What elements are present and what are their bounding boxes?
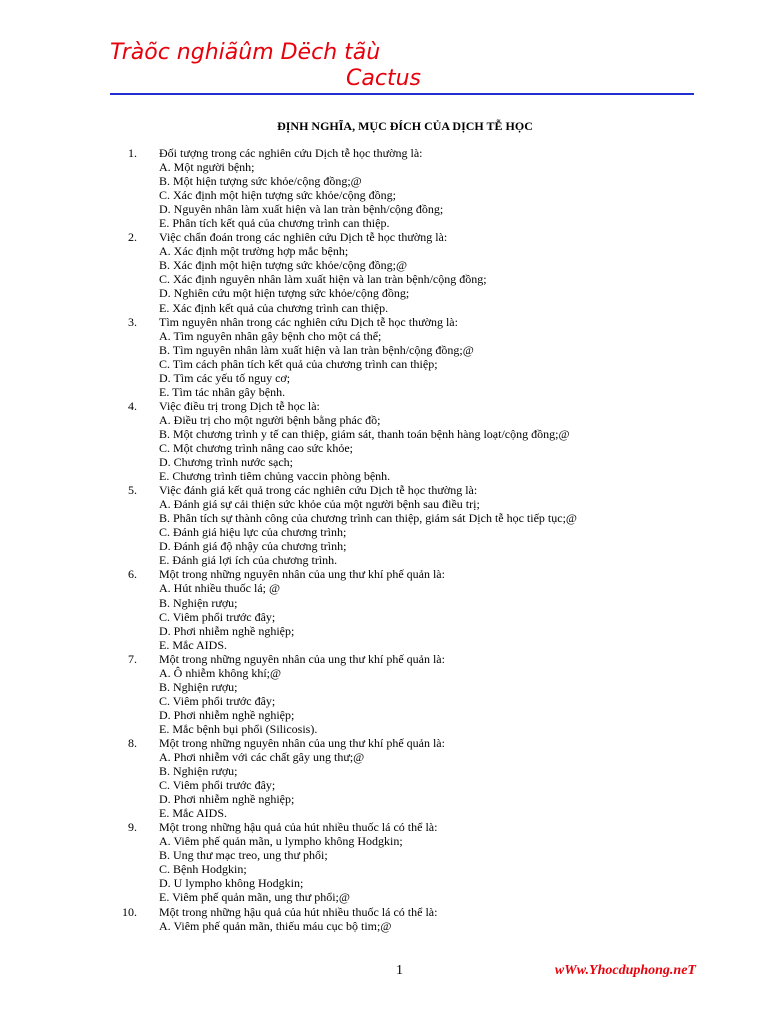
answer-option [0,553,768,567]
answer-option [0,174,768,188]
answer-option [0,329,768,343]
answer-option [0,624,768,638]
question-item [0,736,768,750]
answer-option-text: D. Chương trình nước sạch; [159,455,294,470]
question-item [0,905,768,919]
question-text: Đối tượng trong các nghiên cứu Dịch tễ học thường là: [159,146,423,160]
answer-option [0,581,768,595]
answer-option-text: D. Phơi nhiễm nghề nghiệp; [159,707,295,722]
answer-option-text: E. Mắc AIDS. [159,806,227,821]
answer-option-text: B. Xác định một hiện tượng sức khỏe/cộng đồng;@ [159,258,408,273]
answer-option [0,511,768,525]
answer-option-text: A. Tìm nguyên nhân gây bệnh cho một cá thể; [159,328,382,343]
answer-option-text: E. Phân tích kết quả của chương trình can thiệp. [159,216,390,231]
answer-option-text: A. Viêm phế quản mãn, u lympho không Hodgkin; [159,834,403,849]
question-text: Một trong những nguyên nhân của ung thư khí phế quản là: [159,567,445,582]
answer-option-text: B. Nghiện rượu; [159,679,238,694]
question-item [0,399,768,413]
answer-option [0,806,768,820]
header-subtitle: Cactus [346,66,421,91]
answer-option-text: A. Một người bệnh; [159,160,255,175]
question-item [0,652,768,666]
answer-option [0,413,768,427]
answer-option-text: A. Ô nhiễm không khí;@ [159,665,282,680]
section-title: ĐỊNH NGHĨA, MỤC ĐÍCH CỦA DỊCH TỄ HỌC [277,119,533,133]
answer-option [0,258,768,272]
question-text: Việc chẩn đoán trong các nghiên cứu Dịch tễ học thường là: [159,230,448,245]
answer-option-text: E. Viêm phế quản mãn, ung thư phổi;@ [159,890,350,905]
answer-option-text: E. Xác định kết quả của chương trình can thiệp. [159,300,389,315]
answer-option [0,680,768,694]
question-number: 7. [128,651,137,666]
answer-option [0,427,768,441]
answer-option [0,469,768,483]
question-item [0,567,768,581]
question-item [0,315,768,329]
answer-option-text: E. Đánh giá lợi ích của chương trình. [159,553,338,568]
header-divider [110,93,694,95]
answer-option [0,244,768,258]
question-text: Việc đánh giá kết quả trong các nghiên cứu Dịch tễ học thường là: [159,483,478,498]
question-text: Một trong những hậu quả của hút nhiều thuốc lá có thể là: [159,904,438,919]
answer-option [0,160,768,174]
answer-option-text: C. Đánh giá hiệu lực của chương trình; [159,525,347,540]
answer-option [0,441,768,455]
answer-option [0,202,768,216]
answer-option [0,778,768,792]
answer-option-text: A. Phơi nhiễm với các chất gây ung thư;@ [159,750,365,765]
answer-option-text: A. Viêm phế quản mãn, thiếu máu cục bộ tim;@ [159,918,392,933]
answer-option-text: B. Tìm nguyên nhân làm xuất hiện và lan tràn bệnh/cộng đồng;@ [159,342,474,357]
answer-option-text: B. Nghiện rượu; [159,595,238,610]
answer-option-text: D. Nguyên nhân làm xuất hiện và lan tràn bệnh/cộng đồng; [159,202,444,217]
answer-option-text: C. Viêm phổi trước đây; [159,609,276,624]
question-number: 8. [128,735,137,750]
answer-option-text: E. Chương trình tiêm chủng vaccin phòng bệnh. [159,469,391,484]
question-item [0,483,768,497]
answer-option [0,272,768,286]
answer-option-text: B. Một hiện tượng sức khỏe/cộng đồng;@ [159,174,362,189]
answer-option-text: C. Viêm phổi trước đây; [159,693,276,708]
answer-option-text: C. Một chương trình nâng cao sức khỏe; [159,440,353,455]
page-number: 1 [396,963,403,978]
answer-option [0,525,768,539]
answer-option [0,610,768,624]
question-text: Một trong những nguyên nhân của ung thư khí phế quản là: [159,651,445,666]
answer-option-text: E. Mắc AIDS. [159,637,227,652]
answer-option [0,834,768,848]
answer-option [0,694,768,708]
answer-option-text: D. Phơi nhiễm nghề nghiệp; [159,792,295,807]
answer-option [0,596,768,610]
answer-option-text: E. Mắc bệnh bụi phổi (Silicosis). [159,721,318,736]
answer-option-text: A. Hút nhiều thuốc lá; @ [159,581,281,596]
answer-option-text: D. Phơi nhiễm nghề nghiệp; [159,623,295,638]
answer-option [0,371,768,385]
answer-option-text: D. Nghiên cứu một hiện tượng sức khỏe/cộng đồng; [159,286,410,301]
answer-option [0,862,768,876]
answer-option [0,188,768,202]
answer-option [0,666,768,680]
answer-option-text: A. Xác định một trường hợp mắc bệnh; [159,244,349,259]
answer-option [0,750,768,764]
answer-option-text: C. Xác định nguyên nhân làm xuất hiện và lan tràn bệnh/cộng đồng; [159,272,487,287]
question-list [0,146,768,933]
question-text: Tìm nguyên nhân trong các nghiên cứu Dịch tễ học thường là: [159,314,458,329]
question-number: 10. [122,904,137,919]
answer-option-text: D. Tìm các yếu tố nguy cơ; [159,370,291,385]
answer-option-text: C. Viêm phổi trước đây; [159,778,276,793]
answer-option [0,539,768,553]
answer-option [0,919,768,933]
answer-option-text: B. Nghiện rượu; [159,764,238,779]
answer-option [0,455,768,469]
answer-option [0,497,768,511]
answer-option [0,385,768,399]
question-number: 6. [128,567,137,582]
answer-option-text: A. Điều trị cho một người bệnh bằng phác đồ; [159,412,381,427]
answer-option-text: B. Ung thư mạc treo, ung thư phổi; [159,848,328,863]
answer-option [0,792,768,806]
answer-option [0,343,768,357]
answer-option [0,722,768,736]
question-number: 2. [128,230,137,245]
answer-option-text: C. Tìm cách phân tích kết quả của chương trình can thiệp; [159,356,438,371]
answer-option-text: E. Tìm tác nhân gây bệnh. [159,384,286,399]
answer-option-text: A. Đánh giá sự cải thiện sức khỏe của một người bệnh sau điều trị; [159,497,480,512]
answer-option [0,216,768,230]
answer-option-text: B. Một chương trình y tế can thiệp, giám sát, thanh toán bệnh hàng loạt/cộng đồng;@ [159,426,570,441]
answer-option [0,764,768,778]
answer-option [0,876,768,890]
question-number: 3. [128,314,137,329]
answer-option-text: B. Phân tích sự thành công của chương trình can thiệp, giám sát Dịch tễ học tiếp tục;@ [159,511,577,526]
footer-site-link[interactable]: wWw.Yhocduphong.neT [554,963,696,978]
answer-option [0,357,768,371]
header-title: Tràõc nghiãûm Dëch tãù [110,40,381,65]
answer-option-text: C. Bệnh Hodgkin; [159,862,247,877]
answer-option-text: D. Đánh giá độ nhậy của chương trình; [159,539,347,554]
answer-option [0,848,768,862]
question-item [0,146,768,160]
question-text: Một trong những hậu quả của hút nhiều thuốc lá có thể là: [159,820,438,835]
answer-option [0,708,768,722]
question-text: Một trong những nguyên nhân của ung thư khí phế quản là: [159,735,445,750]
question-number: 1. [128,146,137,160]
answer-option-text: D. U lympho không Hodgkin; [159,876,304,891]
question-text: Việc điều trị trong Dịch tễ học là: [159,398,320,413]
answer-option [0,638,768,652]
question-number: 9. [128,820,137,835]
question-number: 4. [128,398,137,413]
answer-option [0,286,768,300]
answer-option [0,301,768,315]
question-item [0,820,768,834]
answer-option [0,890,768,904]
question-item [0,230,768,244]
answer-option-text: C. Xác định một hiện tượng sức khỏe/cộng đồng; [159,188,396,203]
question-number: 5. [128,483,137,498]
